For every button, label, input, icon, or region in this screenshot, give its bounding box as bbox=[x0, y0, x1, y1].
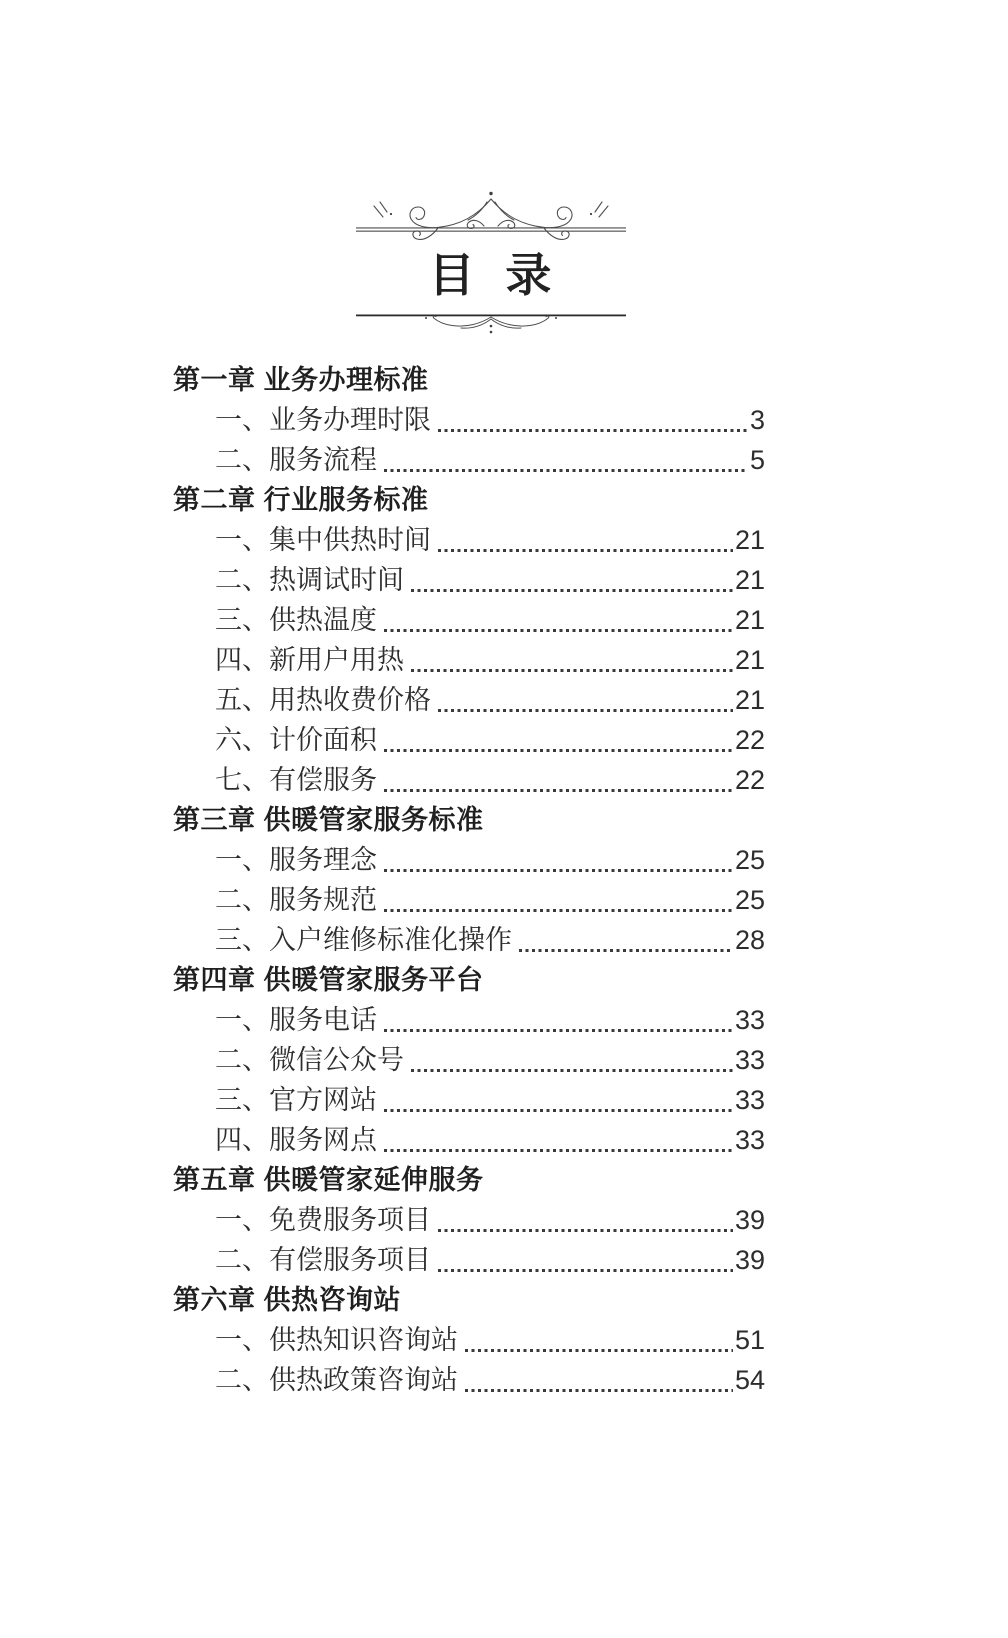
toc-item bbox=[173, 680, 765, 720]
toc-item bbox=[173, 880, 765, 920]
toc-item bbox=[173, 1320, 765, 1360]
toc-item-label: 三、官方网站 bbox=[215, 1085, 377, 1115]
toc-page-number: 21 bbox=[734, 685, 765, 715]
toc-item-label: 二、有偿服务项目 bbox=[215, 1245, 431, 1275]
toc-item bbox=[173, 600, 765, 640]
toc-item-label: 一、业务办理时限 bbox=[215, 405, 431, 435]
toc-item-label: 二、热调试时间 bbox=[215, 565, 404, 595]
toc-page-number: 39 bbox=[734, 1245, 765, 1275]
toc-item bbox=[173, 1360, 765, 1400]
toc-page-number: 54 bbox=[734, 1365, 765, 1395]
toc-page-number: 39 bbox=[734, 1205, 765, 1235]
toc-item-label: 一、服务理念 bbox=[215, 845, 377, 875]
dot-leader bbox=[384, 1029, 733, 1032]
toc-item bbox=[173, 560, 765, 600]
toc-page-number: 3 bbox=[749, 405, 765, 435]
toc-page-number: 21 bbox=[734, 525, 765, 555]
toc-item bbox=[173, 1200, 765, 1240]
toc-page-number: 28 bbox=[734, 925, 765, 955]
toc-item bbox=[173, 1120, 765, 1160]
toc-page-number: 22 bbox=[734, 725, 765, 755]
bottom-flourish-ornament-icon bbox=[356, 313, 626, 335]
toc-page-number: 21 bbox=[734, 605, 765, 635]
toc-item bbox=[173, 720, 765, 760]
dot-leader bbox=[384, 469, 748, 472]
toc-item-label: 三、供热温度 bbox=[215, 605, 377, 635]
chapter-heading: 第四章 供暖管家服务平台 bbox=[173, 965, 484, 995]
toc-item bbox=[173, 1080, 765, 1120]
toc-item-label: 二、服务规范 bbox=[215, 885, 377, 915]
dot-leader bbox=[438, 709, 733, 712]
dot-leader bbox=[384, 869, 733, 872]
toc-item-label: 一、集中供热时间 bbox=[215, 525, 431, 555]
toc-item bbox=[173, 1240, 765, 1280]
dot-leader bbox=[465, 1389, 733, 1392]
dot-leader bbox=[411, 589, 733, 592]
toc-item-label: 四、服务网点 bbox=[215, 1125, 377, 1155]
toc-page-number: 51 bbox=[734, 1325, 765, 1355]
toc-item bbox=[173, 1040, 765, 1080]
toc-item-label: 二、微信公众号 bbox=[215, 1045, 404, 1075]
dot-leader bbox=[384, 1109, 733, 1112]
toc-item-label: 二、供热政策咨询站 bbox=[215, 1365, 458, 1395]
toc-page-number: 21 bbox=[734, 565, 765, 595]
toc-page-number: 21 bbox=[734, 645, 765, 675]
toc-item-label: 一、服务电话 bbox=[215, 1005, 377, 1035]
toc-page-number: 22 bbox=[734, 765, 765, 795]
dot-leader bbox=[384, 1149, 733, 1152]
dot-leader bbox=[384, 749, 733, 752]
dot-leader bbox=[438, 1229, 733, 1232]
toc-page-number: 33 bbox=[734, 1005, 765, 1035]
dot-leader bbox=[438, 1269, 733, 1272]
toc-item-label: 二、服务流程 bbox=[215, 445, 377, 475]
toc-item-label: 四、新用户用热 bbox=[215, 645, 404, 675]
toc-page-number: 25 bbox=[734, 845, 765, 875]
toc-item bbox=[173, 840, 765, 880]
toc-item-label: 七、有偿服务 bbox=[215, 765, 377, 795]
dot-leader bbox=[438, 429, 748, 432]
toc-item bbox=[173, 760, 765, 800]
toc-item-label: 五、用热收费价格 bbox=[215, 685, 431, 715]
dot-leader bbox=[465, 1349, 733, 1352]
dot-leader bbox=[519, 949, 733, 952]
dot-leader bbox=[384, 789, 733, 792]
chapter-heading: 第六章 供热咨询站 bbox=[173, 1285, 402, 1315]
toc-item-label: 三、入户维修标准化操作 bbox=[215, 925, 512, 955]
toc-list bbox=[173, 360, 765, 1400]
toc-item-label: 一、免费服务项目 bbox=[215, 1205, 431, 1235]
toc-item bbox=[173, 440, 765, 480]
dot-leader bbox=[411, 669, 733, 672]
top-flourish-ornament-icon bbox=[356, 190, 626, 250]
toc-item bbox=[173, 400, 765, 440]
toc-page-number: 33 bbox=[734, 1085, 765, 1115]
toc-item bbox=[173, 1000, 765, 1040]
dot-leader bbox=[438, 549, 733, 552]
toc-page-number: 33 bbox=[734, 1125, 765, 1155]
toc-item bbox=[173, 920, 765, 960]
toc-page-number: 5 bbox=[749, 445, 765, 475]
chapter-heading: 第五章 供暖管家延伸服务 bbox=[173, 1165, 484, 1195]
toc-page-number: 25 bbox=[734, 885, 765, 915]
toc-page-number: 33 bbox=[734, 1045, 765, 1075]
toc-item-label: 一、供热知识咨询站 bbox=[215, 1325, 458, 1355]
chapter-heading: 第一章 业务办理标准 bbox=[173, 365, 429, 395]
dot-leader bbox=[411, 1069, 733, 1072]
dot-leader bbox=[384, 909, 733, 912]
toc-item bbox=[173, 520, 765, 560]
chapter-heading: 第二章 行业服务标准 bbox=[173, 485, 429, 515]
toc-title: 目 录 bbox=[428, 249, 554, 301]
toc-item-label: 六、计价面积 bbox=[215, 725, 377, 755]
chapter-heading: 第三章 供暖管家服务标准 bbox=[173, 805, 484, 835]
toc-item bbox=[173, 640, 765, 680]
dot-leader bbox=[384, 629, 733, 632]
